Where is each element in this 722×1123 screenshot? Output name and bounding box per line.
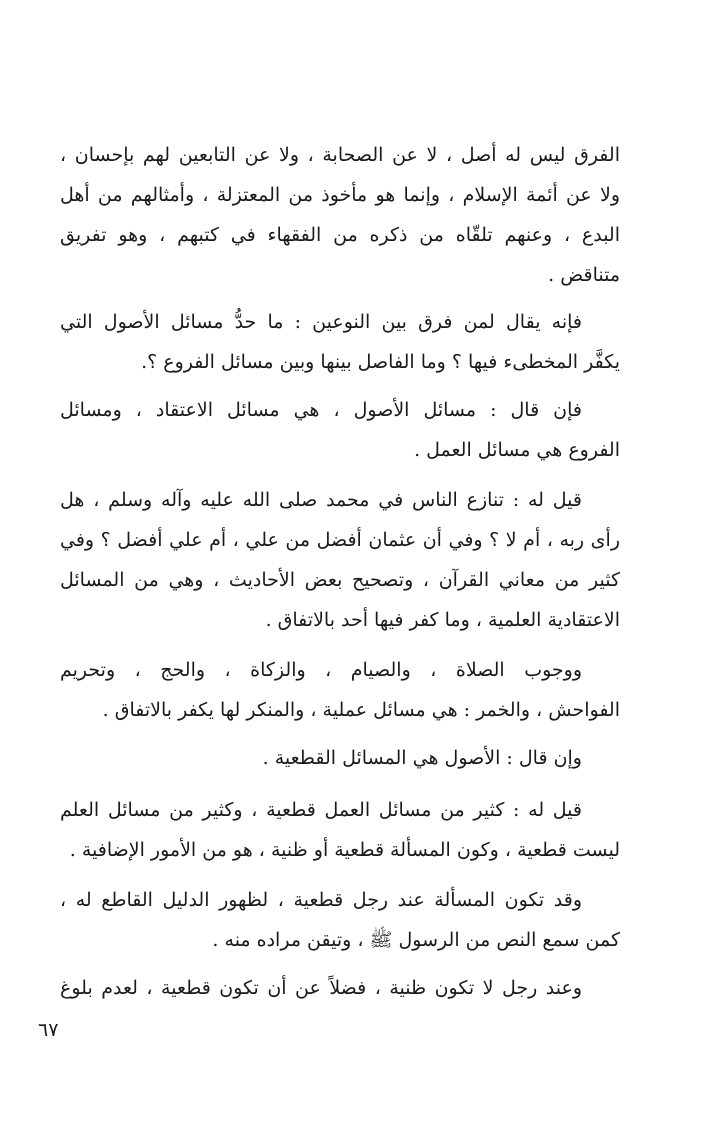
text-line: ولا عن أئمة الإسلام ، وإنما هو مأخوذ من المعتزلة ، وأمثالهم من أهل: [60, 184, 620, 206]
text-line: وإن قال : الأصول هي المسائل القطعية .: [262, 747, 582, 769]
text-line: رأى ربه ، أم لا ؟ وفي أن عثمان أفضل من علي ، أم علي أفضل ؟ وفي: [60, 529, 620, 551]
text-line: كثير من معاني القرآن ، وتصحيح بعض الأحاديث ، وهي من المسائل: [60, 569, 620, 591]
paragraph-8: [60, 880, 620, 960]
paragraph-2: [60, 302, 620, 382]
paragraph-4: [60, 480, 620, 640]
text-line: وقد تكون المسألة عند رجل قطعية ، لظهور الدليل القاطع له ،: [60, 889, 582, 911]
text-line: وعند رجل لا تكون ظنية ، فضلاً عن أن تكون قطعية ، لعدم بلوغ: [60, 977, 582, 999]
text-line: ليست قطعية ، وكون المسألة قطعية أو ظنية ، هو من الأمور الإضافية .: [69, 839, 620, 861]
text-line: قيل له : تنازع الناس في محمد صلى الله عليه وآله وسلم ، هل: [60, 489, 582, 511]
paragraph-9: [60, 968, 620, 1008]
text-line: ووجوب الصلاة ، والصيام ، والزكاة ، والحج ، وتحريم: [60, 659, 582, 681]
paragraph-6: [60, 738, 620, 778]
text-line: فإن قال : مسائل الأصول ، هي مسائل الاعتقاد ، ومسائل: [60, 399, 582, 421]
paragraph-3: [60, 390, 620, 470]
text-line: الفروع هي مسائل العمل .: [414, 439, 620, 461]
text-line: الفواحش ، والخمر : هي مسائل عملية ، والمنكر لها يكفر بالاتفاق .: [102, 699, 620, 721]
text-line: كمن سمع النص من الرسول ﷺ ، وتيقن مراده منه .: [212, 929, 620, 951]
text-line: متناقض .: [548, 264, 620, 286]
text-line: البدع ، وعنهم تلقّاه من ذكره من الفقهاء في كتبهم ، وهو تفريق: [60, 224, 620, 246]
text-line: الفرق ليس له أصل ، لا عن الصحابة ، ولا عن التابعين لهم بإحسان ،: [60, 144, 620, 166]
page-number: ٦٧: [38, 1019, 59, 1041]
paragraph-7: [60, 790, 620, 870]
paragraph-5: [60, 650, 620, 730]
text-line: قيل له : كثير من مسائل العمل قطعية ، وكثير من مسائل العلم: [60, 799, 582, 821]
paragraph-1: [60, 135, 620, 295]
text-line: يكفَّر المخطىء فيها ؟ وما الفاصل بينها وبين مسائل الفروع ؟.: [141, 351, 620, 373]
text-line: فإنه يقال لمن فرق بين النوعين : ما حدُّ مسائل الأصول التي: [60, 311, 582, 333]
text-line: الاعتقادية العلمية ، وما كفر فيها أحد بالاتفاق .: [265, 609, 620, 631]
